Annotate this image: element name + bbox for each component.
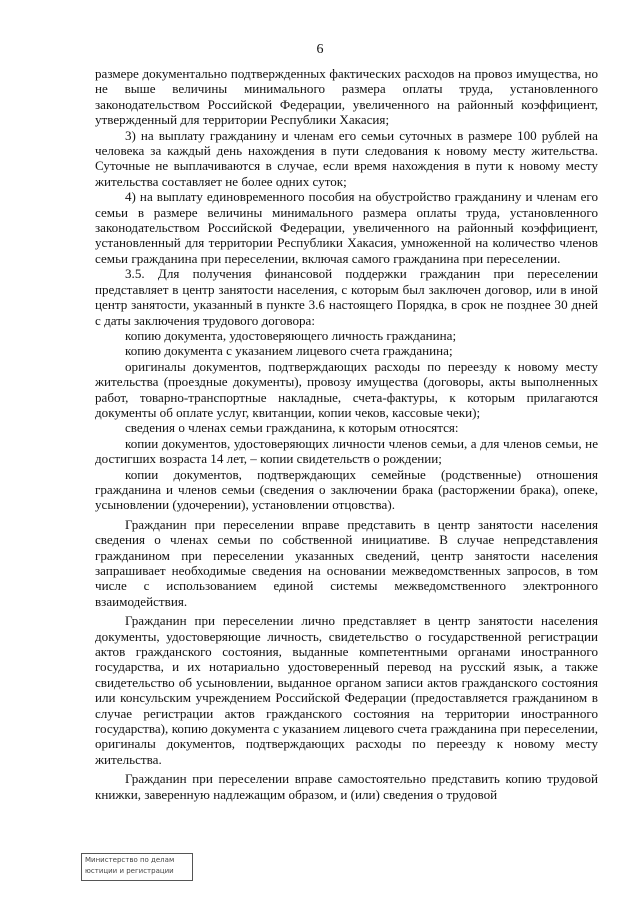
list-item-identity-document: копию документа, удостоверяющего личность гражданина;	[125, 327, 457, 343]
document-body	[95, 66, 598, 802]
list-item-family-relations: копии документов, подтверждающих семейные (родственные) отношения гражданина и членов семьи (сведения о заключении брака (расторжении брака), опеке, усыновлении (удочерении), установлении отцовства).	[95, 466, 598, 513]
list-item-family-identity: копии документов, удостоверяющих личности членов семьи, а для членов семьи, не достигших возраста 14 лет, – копии свидетельств о рождении;	[95, 435, 598, 467]
paragraph-employment-record: Гражданин при переселении вправе самостоятельно представить копию трудовой книжки, заверенную надлежащим образом, и (или) сведения о трудовой	[95, 771, 598, 802]
stamp-line-1: Министерство по делам	[85, 856, 175, 864]
list-item-account-document: копию документа с указанием лицевого счета гражданина;	[125, 343, 453, 359]
paragraph-continuation: размере документально подтвержденных фактических расходов на провоз имущества, но не выше величины минимального размера оплаты труда, установленного законодательством Российской Федерации, увеличенного на районный коэффициент, утвержденный для территории Республики Хакасия;	[95, 66, 598, 128]
paragraph-family-info-initiative: Гражданин при переселении вправе представить в центр занятости населения сведения о членах семьи по собственной инициативе. В случае непредставления гражданином при переселении указанных сведений, центр занятости населения запрашивает необходимые сведения на основании межведомственных запросов, в том числе с использованием единой системы межведомственного электронного взаимодействия.	[95, 516, 598, 609]
list-item-expense-originals: оригиналы документов, подтверждающих расходы по переезду к новому месту жительства (проездные документы), провозу имущества (договоры, акты выполненных работ, товарно-транспортные накладные, счета-фактуры, к которым прилагаются документы об оплате услуг, квитанции, копии чеков, кассовые чеки);	[95, 358, 598, 420]
paragraph-item-3: 3) на выплату гражданину и членам его семьи суточных в размере 100 рублей на человека за каждый день нахождения в пути следования к новому месту жительства. Суточные не выплачиваются в случае, если время нахождения в пути к новому месту жительства составляет не более одних суток;	[95, 127, 598, 189]
paragraph-section-3-5: 3.5. Для получения финансовой поддержки гражданин при переселении представляет в центр занятости населения, с которым был заключен договор, или в иной центр занятости, указанный в пункте 3.6 настоящего Порядка, в срок не позднее 30 дней с даты заключения трудового договора:	[95, 266, 598, 328]
stamp-line-2: юстиции и регистрации	[85, 867, 174, 875]
registration-stamp	[81, 853, 193, 881]
paragraph-personal-submission: Гражданин при переселении лично представляет в центр занятости населения документы, удостоверяющие личность, свидетельство о государственной регистрации актов гражданского состояния, выданные компетентными органами иностранного государства, и их нотариально удостоверенный перевод на русский язык, а также свидетельство об усыновлении, выданное органом записи актов гражданского состояния или консульским учреждением Российской Федерации (предоставляется гражданином в случае регистрации актов гражданского состояния на территории иностранного государства), копию документа с указанием лицевого счета гражданина при переселении, оригиналы документов, подтверждающих расходы по переезду к новому месту жительства.	[95, 613, 598, 767]
paragraph-item-4: 4) на выплату единовременного пособия на обустройство гражданину и членам его семьи в размере величины минимального размера оплаты труда, установленного законодательством Российской Федерации, увеличенного на районный коэффициент, установленный для территории Республики Хакасия, умноженной на количество членов семьи гражданина при переселении, включая самого гражданина при переселении.	[95, 189, 598, 266]
page-number: 6	[316, 42, 324, 57]
list-item-family-info: сведения о членах семьи гражданина, к которым относятся:	[125, 420, 459, 436]
